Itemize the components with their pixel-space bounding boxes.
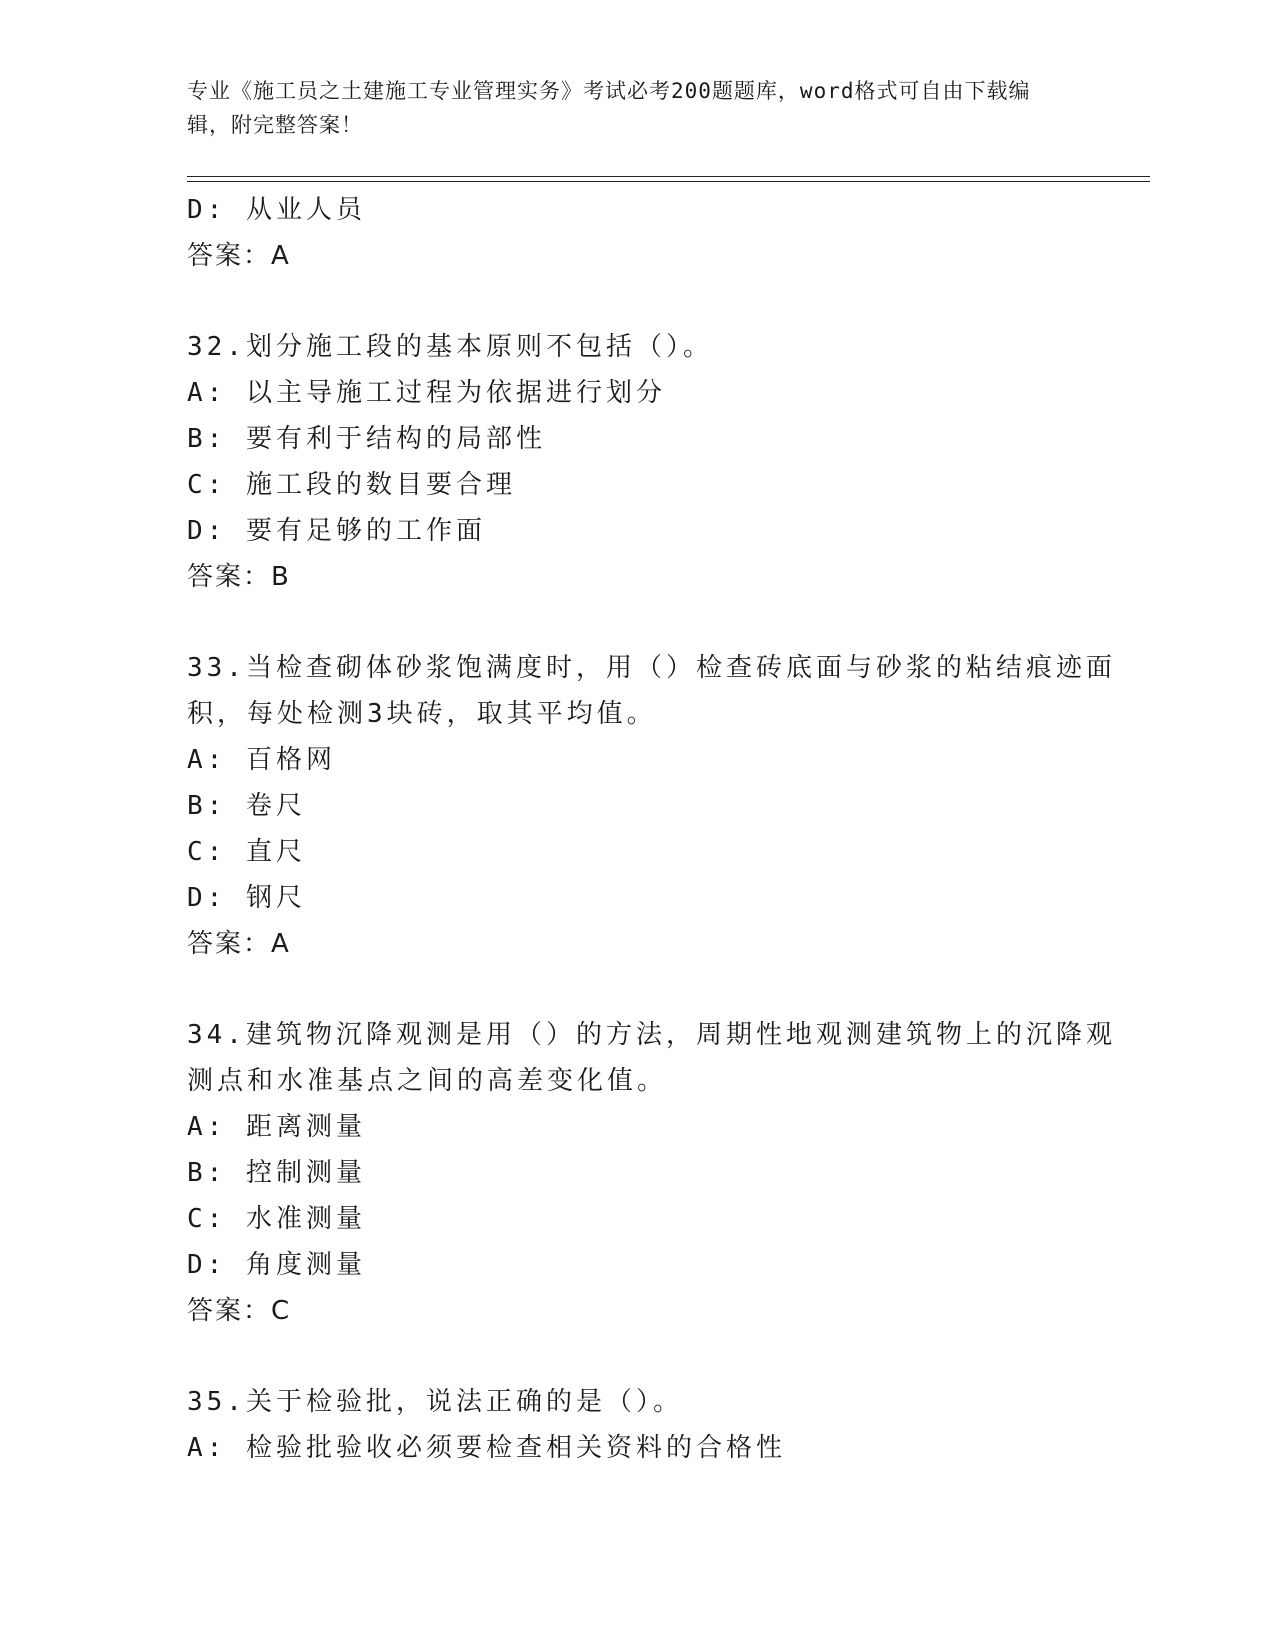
option-d: D: 从业人员	[187, 195, 366, 225]
option-b: B: 要有利于结构的局部性	[187, 424, 546, 454]
option-b: B: 控制测量	[187, 1158, 366, 1188]
answer-line: 答案：C	[187, 1296, 292, 1326]
header-divider-bottom	[187, 181, 1150, 182]
option-b: B: 卷尺	[187, 791, 306, 821]
option-d: D: 要有足够的工作面	[187, 516, 486, 546]
option-c: C: 施工段的数目要合理	[187, 470, 516, 500]
header-divider-top	[187, 176, 1150, 177]
question-stem-line-2: 积，每处检测3块砖，取其平均值。	[187, 699, 657, 729]
option-a: A: 距离测量	[187, 1112, 366, 1142]
question-32	[187, 324, 1087, 600]
question-stem-line-2: 测点和水准基点之间的高差变化值。	[187, 1066, 668, 1096]
answer-line: 答案：A	[187, 241, 291, 271]
answer-line: 答案：A	[187, 929, 291, 959]
answer-line: 答案：B	[187, 562, 291, 592]
option-d: D: 钢尺	[187, 883, 306, 913]
option-c: C: 水准测量	[187, 1204, 366, 1234]
question-stem-line-1: 34.建筑物沉降观测是用（）的方法，周期性地观测建筑物上的沉降观	[187, 1020, 1116, 1050]
option-a: A: 以主导施工过程为依据进行划分	[187, 378, 666, 408]
page-header: 专业《施工员之土建施工专业管理实务》考试必考200题题库，word格式可自由下载编辑，附完整答案！	[187, 79, 1031, 137]
option-a: A: 百格网	[187, 745, 336, 775]
question-34	[187, 1012, 1116, 1334]
question-list	[187, 187, 1116, 1471]
option-c: C: 直尺	[187, 837, 306, 867]
option-a: A: 检验批验收必须要检查相关资料的合格性	[187, 1433, 786, 1463]
question-35	[187, 1379, 1087, 1471]
question-stem-line-1: 33.当检查砌体砂浆饱满度时，用（）检查砖底面与砂浆的粘结痕迹面	[187, 653, 1116, 683]
question-33	[187, 645, 1116, 967]
option-d: D: 角度测量	[187, 1250, 366, 1280]
question-stem: 35.关于检验批，说法正确的是（）。	[187, 1387, 683, 1417]
question-stem: 32.划分施工段的基本原则不包括（）。	[187, 332, 713, 362]
